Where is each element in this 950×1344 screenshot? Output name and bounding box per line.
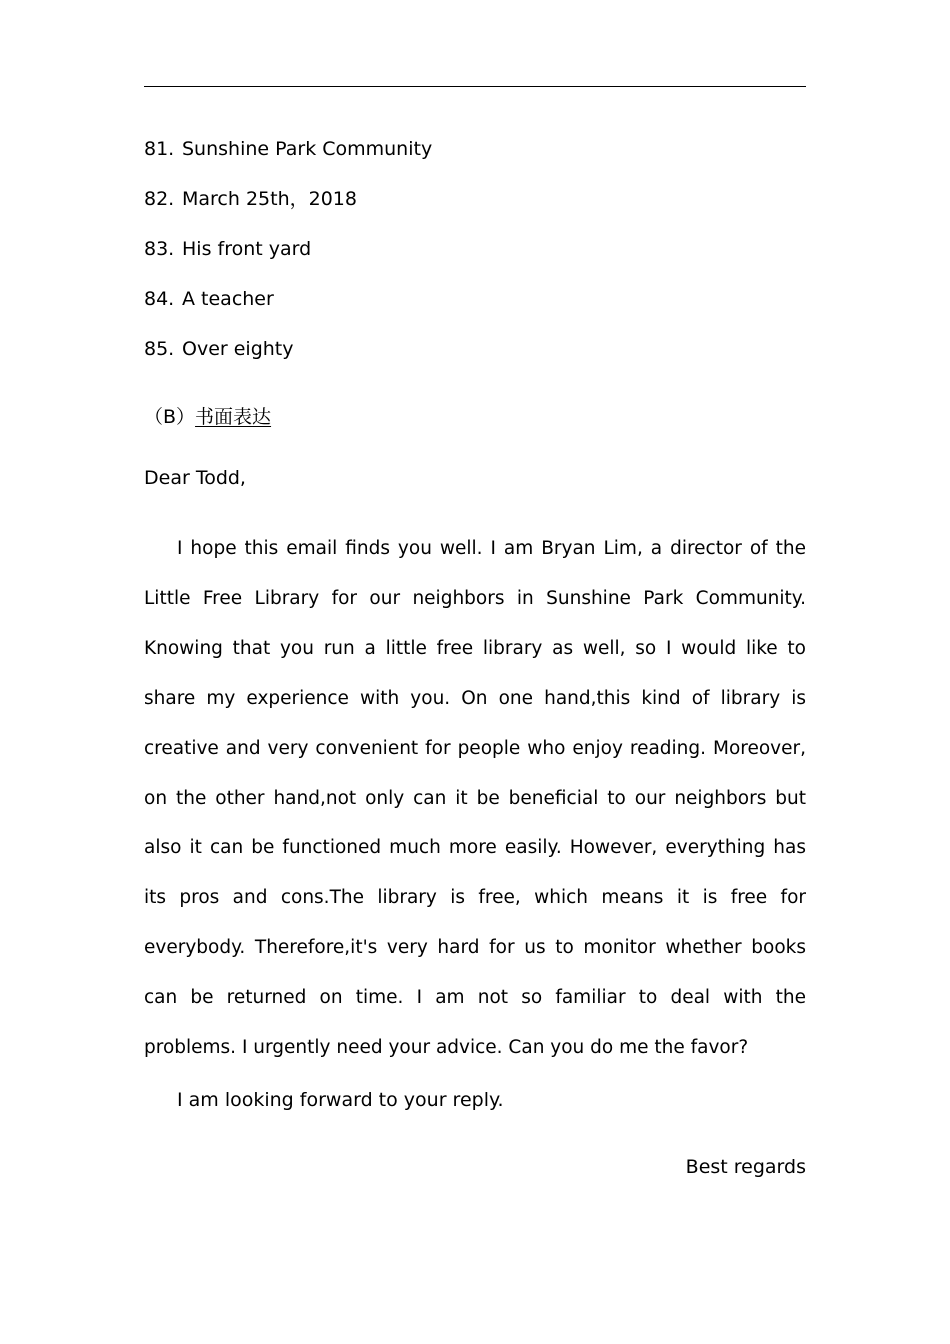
answer-item-82 [144, 184, 806, 234]
answer-text: Sunshine Park Community [182, 138, 433, 160]
answer-item-83 [144, 234, 806, 284]
answer-number: 84. [144, 288, 175, 310]
answer-text: A teacher [182, 288, 274, 310]
letter-body: I hope this email finds you well. I am Bryan Lim, a director of the Little Free Library for our neighbors in Sunshine Park Community. Knowing that you run a little free library as well, so I would like to share my experience with you. On one hand,this kind of library is creative and very convenient for people who enjoy reading. Moreover, on the other hand,not only can it be beneficial to our neighbors but also it can be functioned much more easily. However, everything has its pros and cons.The library is free, which means it is free for everybody. Therefore,it's very hard for us to monitor whether books can be returned on time. I am not so familiar to deal with the problems. I urgently need your advice. Can you do me the favor? [144, 538, 806, 1059]
letter-greeting: Dear Todd, [144, 467, 246, 489]
section-heading [144, 402, 271, 432]
answer-number: 85. [144, 338, 175, 360]
answer-text: March 25th，2018 [182, 188, 357, 210]
header-rule [144, 86, 806, 87]
answer-item-85 [144, 334, 806, 384]
letter-signoff: Best regards [685, 1156, 806, 1178]
answer-number: 83. [144, 238, 175, 260]
answer-number: 81. [144, 138, 175, 160]
section-title: 书面表达 [195, 406, 272, 428]
letter-closing: I am looking forward to your reply. [177, 1089, 504, 1111]
answer-item-81 [144, 134, 806, 184]
section-label: （B） [144, 406, 196, 428]
answer-text: Over eighty [182, 338, 294, 360]
answer-list [144, 134, 806, 384]
answer-text: His front yard [182, 238, 312, 260]
answer-number: 82. [144, 188, 175, 210]
answer-item-84 [144, 284, 806, 334]
